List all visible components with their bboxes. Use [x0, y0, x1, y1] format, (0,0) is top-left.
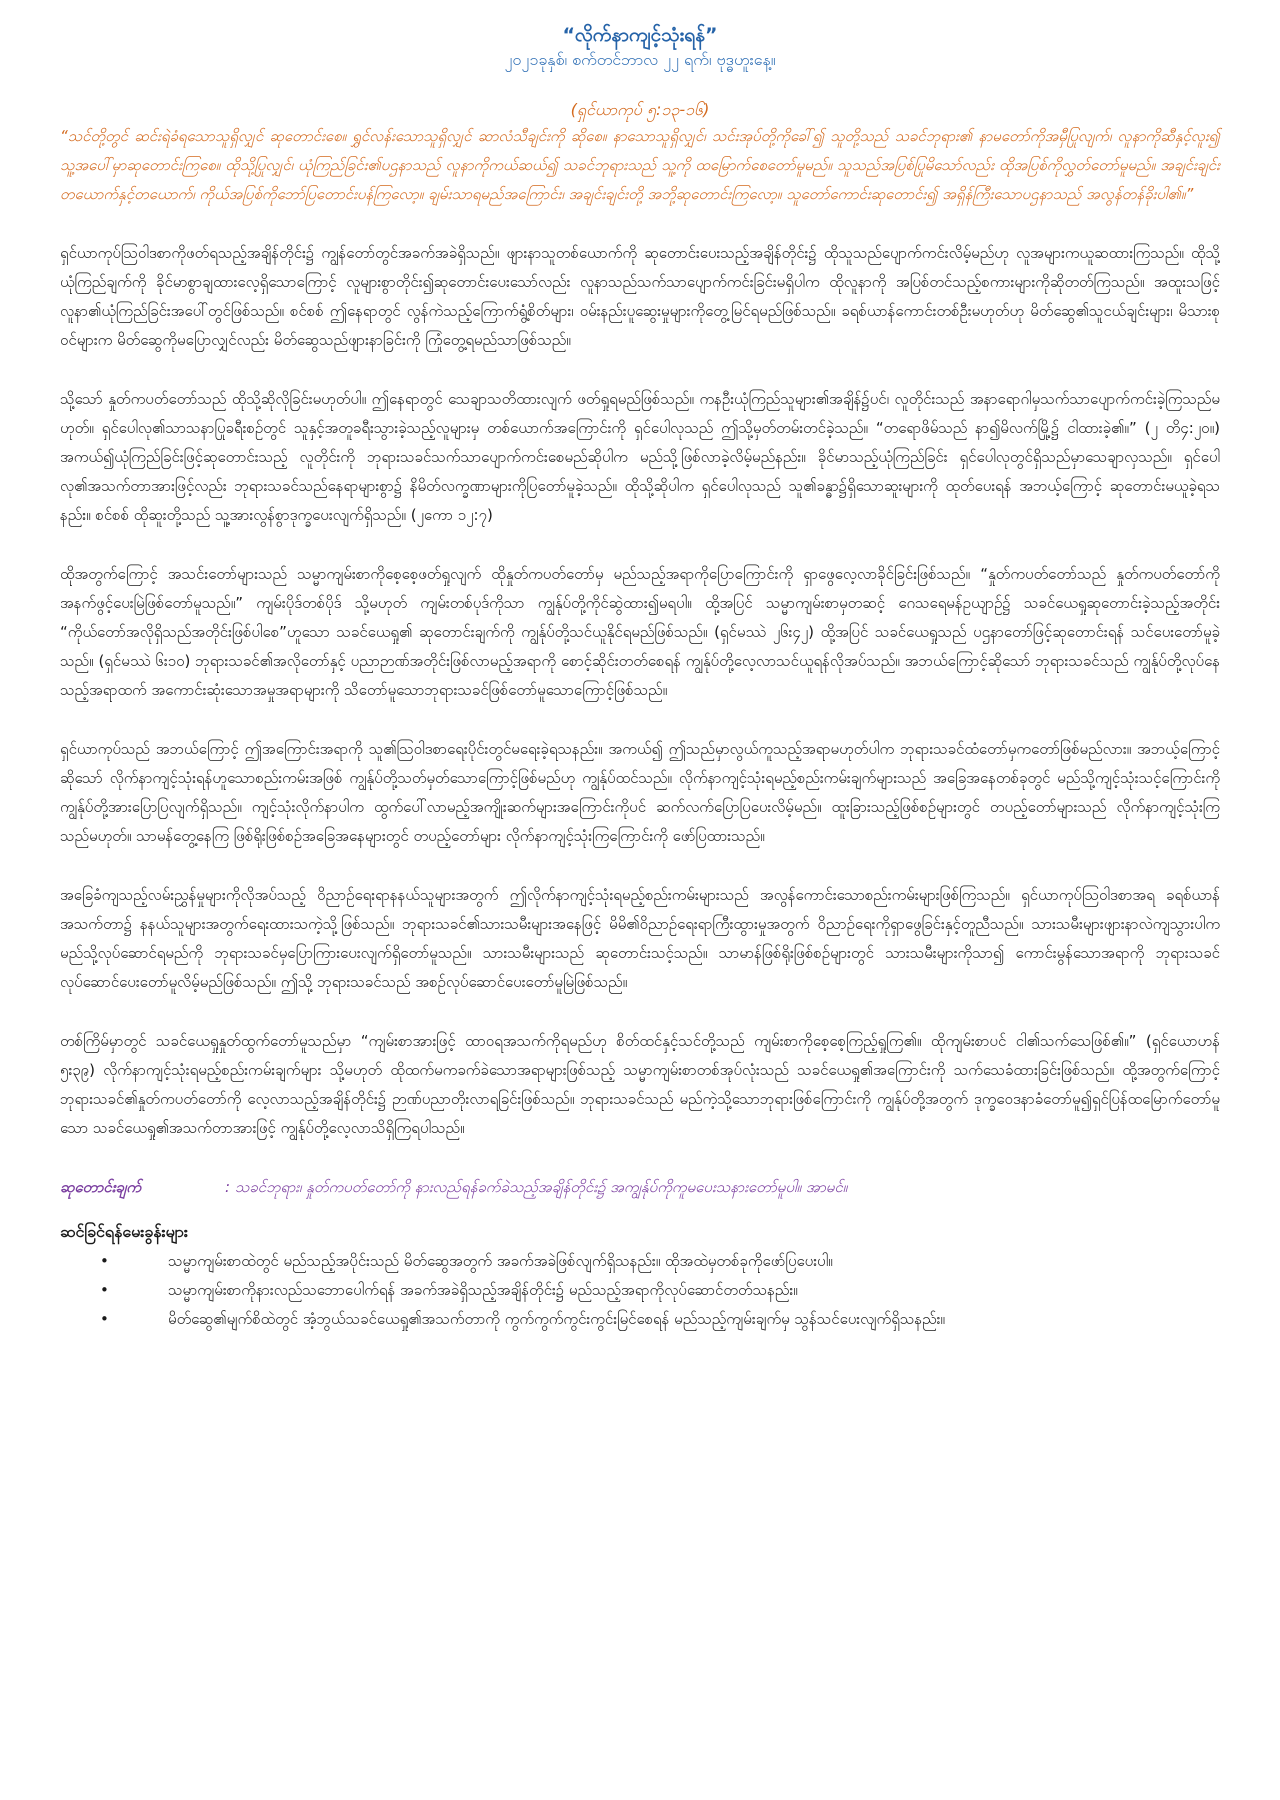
prayer-section [60, 1173, 1220, 1201]
bullet-icon: • [100, 1281, 109, 1299]
question-item [60, 1247, 1220, 1276]
body-paragraph-4: ရှင်ယာကုပ်သည် အဘယ်ကြောင့် ဤအကြောင်းအရာကို သူ၏သြဝါဒစာရေးပိုင်းတွင်မရေးခဲ့ရသနည်း။ အကယ်၍ ဤသည်မှာလွယ်ကူသည့်အရာမဟုတ်ပါက ဘုရားသခင်ထံတော်မှကတော်ဖြစ်မည်လား။ အဘယ့်ကြောင့်ဆိုသော် လိုက်နာကျင့်သုံးရန်ဟူသောစည်းကမ်းအဖြစ် ကျွန်ုပ်တို့သတ်မှတ်သောကြောင့်ဖြစ်မည်ဟု ကျွန်ုပ်ထင်သည်။ လိုက်နာကျင့်သုံးရမည့်စည်းကမ်းချက်များသည် အခြေအနေတစ်ခုတွင် မည်သို့ကျင့်သုံးသင့်ကြောင်းကို ကျွန်ုပ်တို့အားပြောပြလျက်ရှိသည်။ ကျင့်သုံးလိုက်နာပါက ထွက်ပေါ်လာမည့်အကျိုးဆက်များအကြောင်းကိုပင် ဆက်လက်ပြောပြပေးလိမ့်မည်။ ထူးခြားသည့်ဖြစ်စဉ်များတွင် တပည့်တော်များသည် လိုက်နာကျင့်သုံးကြသည်မဟုတ်။ သာမန်တွေ့နေကြ ဖြစ်ရိုးဖြစ်စဉ်အခြေအနေများတွင် တပည့်တော်များ လိုက်နာကျင့်သုံးကြကြောင်းကို ဖော်ပြထားသည်။ [60, 740, 1220, 845]
question-text: မိတ်ဆွေ၏မျက်စိထဲတွင် အံ့ဘွယ်သခင်ယေရှု၏အသက်တာကို ကွက်ကွက်ကွင်းကွင်းမြင်စေရန် မည်သည့်ကျမ်းချက်မှ သွန်သင်ပေးလျက်ရှိသနည်း။ [168, 1310, 945, 1328]
question-text: သမ္မာကျမ်းစာထဲတွင် မည်သည့်အပိုင်းသည် မိတ်ဆွေအတွက် အခက်အခဲဖြစ်လျက်ရှိသနည်း။ ထိုအထဲမှတစ်ခုကိုဖော်ပြပေးပါ။ [168, 1252, 833, 1270]
questions-heading: ဆင်ခြင်ရန်မေးခွန်းများ [60, 1222, 188, 1241]
body-paragraph-5: အခြေခံကျသည့်လမ်းညွှန်မှုများကိုလိုအပ်သည့် ဝိညာဉ်ရေးရာနနယ်သူများအတွက် ဤလိုက်နာကျင့်သုံးရမည့်စည်းကမ်းများသည် အလွန်ကောင်းသောစည်းကမ်းများဖြစ်ကြသည်။ ရှင်ယာကုပ်သြဝါဒစာအရ ခရစ်ယာန်အသက်တာ၌ နနယ်သူများအတွက်ရေးထားသကဲ့သို့ဖြစ်သည်။ ဘုရားသခင်၏သားသမီးများအနေဖြင့် မိမိ၏ဝိညာဉ်ရေးရာကြီးထွားမှုအတွက် ဝိညာဉ်ရေးကိုရှာဖွေခြင်းနှင့်တူညီသည်။ သားသမီးများဖျားနာလဲကျသွားပါက မည်သို့လုပ်ဆောင်ရမည်ကို ဘုရားသခင်မှပြောကြားပေးလျက်ရှိတော်မူသည်။ သားသမီးများသည် ဆုတောင်းသင့်သည်။ သာမာန်ဖြစ်ရိုးဖြစ်စဉ်များတွင် သားသမီးများကိုသာ၍ ကောင်းမွန်သောအရာကို ဘုရားသခင်လုပ်ဆောင်ပေးတော်မူလိမ့်မည်ဖြစ်သည်။ ဤသို့ ဘုရားသခင်သည် အစဉ်လုပ်ဆောင်ပေးတော်မူမြဲဖြစ်သည်။ [60, 886, 1220, 991]
page-title: “လိုက်နာကျင့်သုံးရန်” [562, 24, 718, 46]
body-paragraph-3: ထိုအတွက်ကြောင့် အသင်းတော်များသည် သမ္မာကျမ်းစာကိုစေ့စေ့ဖတ်ရှုလျက် ထိုနှုတ်ကပတ်တော်မှ မည်သည့်အရာကိုပြောကြောင်းကို ရှာဖွေလေ့လာခိုင်ခြင်းဖြစ်သည်။ “နှုတ်ကပတ်တော်သည် နှုတ်ကပတ်တော်ကို အနက်ဖွင့်ပေးမြဲဖြစ်တော်မူသည်။” ကျမ်းပိုဒ်တစ်ပိုဒ် သို့မဟုတ် ကျမ်းတစ်ပုဒ်ကိုသာ ကျွန်ုပ်တို့ကိုင်ဆွဲထား၍မရပါ။ ထို့အပြင် သမ္မာကျမ်းစာမှတဆင့် ဂေသရေမန်ဥယျာဉ်၌ သခင်ယေရှုဆုတောင်းခဲ့သည့်အတိုင်း “ကိုယ်တော်အလိုရှိသည်အတိုင်းဖြစ်ပါစေ”ဟူသော သခင်ယေရှု၏ ဆုတောင်းချက်ကို ကျွန်ုပ်တို့သင်ယူနိုင်ရမည်ဖြစ်သည်။ (ရှင်မဿဲ ၂၆း၄၂) ထို့အပြင် သခင်ယေရှုသည် ပဌနာတော်ဖြင့်ဆုတောင်းရန် သင်ပေးတော်မူခဲ့သည်။ (ရှင်မဿဲ ၆း၁၀) ဘုရားသခင်၏အလိုတော်နှင့် ပညာဉာဏ်အတိုင်းဖြစ်လာမည့်အရာကို စောင့်ဆိုင်းတတ်စေရန် ကျွန်ုပ်တို့လေ့လာသင်ယူရန်လိုအပ်သည်။ အဘယ်ကြောင့်ဆိုသော် ဘုရားသခင်သည် ကျွန်ုပ်တို့လုပ်နေသည့်အရာထက် အကောင်းဆုံးသောအမှုအရာများကို သိတော်မူသောဘုရားသခင်ဖြစ်တော်မူသောကြောင့်ဖြစ်သည်။ [60, 565, 1220, 699]
scripture-quote: “သင်တို့တွင် ဆင်းရဲခံရသောသူရှိလျှင် ဆုတောင်းစေ။ ရွှင်လန်းသောသူရှိလျှင် ဆာလံသီချင်းကို ဆိုစေ။ နာသောသူရှိလျှင်၊ သင်းအုပ်တို့ကိုခေါ်၍ သူတို့သည် သခင်ဘုရား၏ နာမတော်ကိုအမှီပြုလျက်၊ လူနာကိုဆီနှင့်လူး၍ သူ့အပေါ်မှာဆုတောင်းကြစေ။ ထိုသို့ပြုလျှင်၊ ယုံကြည်ခြင်း၏ပဌနာသည် လူနာကိုကယ်ဆယ်၍ သခင်ဘုရားသည် သူ့ကို ထမြောက်စေတော်မူမည်။ သူသည်အပြစ်ပြုမိသော်လည်း ထိုအပြစ်ကိုလွှတ်တော်မူမည်။ အချင်းချင်းတယောက်နှင့်တယောက်၊ ကိုယ်အပြစ်ကိုဘော်ပြတောင်းပန်ကြလော့။ ချမ်းသာရမည်အကြောင်း၊ အချင်းချင်းတို့ အဘို့ဆုတောင်းကြလော့။ သူတော်ကောင်းဆုတောင်း၍ အရှိန်ကြီးသောပဌနာသည် အလွန်တန်ခိုးပါ၏။” [60, 127, 1220, 203]
scripture-reference: (ရှင်ယာကုပ် ၅:၁၃-၁၆) [570, 100, 710, 119]
prayer-text: : သခင်ဘုရား၊ နှုတ်ကပတ်တော်ကို နားလည်ရန်ခက်ခဲသည့်အချိန်တိုင်း၌ အကျွန်ုပ်ကိုကူမပေးသနားတော်မူပါ။ အာမင်။ [225, 1178, 848, 1196]
question-item [60, 1305, 1220, 1334]
question-item [60, 1276, 1220, 1305]
question-text: သမ္မာကျမ်းစာကိုနားလည်သဘောပေါက်ရန် အခက်အခဲရှိသည့်အချိန်တိုင်း၌ မည်သည့်အရာကိုလုပ်ဆောင်တတ်သနည်း။ [168, 1281, 798, 1299]
questions-list [60, 1247, 1220, 1334]
body-paragraph-6: တစ်ကြိမ်မှာတွင် သခင်ယေရှုနှုတ်ထွက်တော်မူသည်မှာ “ကျမ်းစာအားဖြင့် ထာဝရအသက်ကိုရမည်ဟု စိတ်ထင်နှင့်သင်တို့သည် ကျမ်းစာကိုစေ့စေ့ကြည့်ရှုကြ၏။ ထိုကျမ်းစာပင် ငါ၏သက်သေဖြစ်၏။” (ရှင်ယောဟန် ၅း၃၉) လိုက်နာကျင့်သုံးရမည့်စည်းကမ်းချက်များ သို့မဟုတ် ထိုထက်မကခက်ခဲသောအရာများဖြစ်သည့် သမ္မာကျမ်းစာတစ်အုပ်လုံးသည် သခင်ယေရှု၏အကြောင်းကို သက်သေခံထားခြင်းဖြစ်သည်။ ထို့အတွက်ကြောင့် ဘုရားသခင်၏နှုတ်ကပတ်တော်ကို လေ့လာသည့်အချိန်တိုင်း၌ ဉာဏ်ပညာတိုးလာရခြင်းဖြစ်သည်။ ဘုရားသခင်သည် မည်ကဲ့သို့သောဘုရားဖြစ်ကြောင်းကို ကျွန်ုပ်တို့အတွက် ဒုက္ခဝေဒနာခံတော်မူ၍ရှင်ပြန်ထမြောက်တော်မူသော သခင်ယေရှု၏အသက်တာအားဖြင့် ကျွန်ုပ်တို့လေ့လာသိရှိကြရပါသည်။ [60, 1032, 1220, 1137]
body-paragraph-1: ရှင်ယာကုပ်သြဝါဒစာကိုဖတ်ရသည့်အချိန်တိုင်း၌ ကျွန်တော်တွင်အခက်အခဲရှိသည်။ ဖျားနာသူတစ်ယောက်ကို ဆုတောင်းပေးသည့်အချိန်တိုင်း၌ ထိုသူသည်ပျောက်ကင်းလိမ့်မည်ဟု လူအများကယူဆထားကြသည်။ ထိုသို့ယုံကြည်ချက်ကို ခိုင်မာစွာချထားလေ့ရှိသောကြောင့် လူများစွာတိုင်း၍ဆုတောင်းပေးသော်လည်း လူနာသည်သက်သာပျောက်ကင်းခြင်းမရှိပါက ထိုလူနာကို အပြစ်တင်သည့်စကားများကိုဆိုတတ်ကြသည်။ အထူးသဖြင့် လူနာ၏ယုံကြည်ခြင်းအပေါ်တွင်ဖြစ်သည်။ စင်စစ် ဤနေရာတွင် လွန်ကဲသည့်ကြောက်ရွံ့စိတ်များ၊ ဝမ်းနည်းပူဆွေးမှုများကိုတွေ့မြင်ရမည်ဖြစ်သည်။ ခရစ်ယာန်ကောင်းတစ်ဦးမဟုတ်ဟု မိတ်ဆွေ၏သူငယ်ချင်းများ၊ မိသားစုဝင်များက မိတ်ဆွေကိုမပြောလျှင်လည်း မိတ်ဆွေသည်ဖျားနာခြင်းကို ကြုံတွေ့ရမည်သာဖြစ်သည်။ [60, 244, 1220, 349]
bullet-icon: • [100, 1252, 109, 1270]
bullet-icon: • [100, 1310, 109, 1328]
body-paragraph-2: သို့သော် နှုတ်ကပတ်တော်သည် ထိုသို့ဆိုလိုခြင်းမဟုတ်ပါ။ ဤနေရာတွင် သေချာသတိထားလျက် ဖတ်ရှုရမည်ဖြစ်သည်။ ကနဦးယုံကြည်သူများ၏အချိန်၌ပင်၊ လူတိုင်းသည် အနာရောဂါမှသက်သာပျောက်ကင်းခဲ့ကြသည်မဟုတ်။ ရှင်ပေါလု၏သာသနာပြုခရီးစဉ်တွင် သူနှင့်အတူခရီးသွားခဲ့သည့်လူများမှ တစ်ယောက်အကြောင်းကို ရှင်ပေါလုသည် ဤသို့မှတ်တမ်းတင်ခဲ့သည်။ “တရောဖိမ်သည် နာ၍မိလက်မြို့၌ ငါထားခဲ့၏။” (၂ တိ၄:၂၀။) အကယ်၍ယုံကြည်ခြင်းဖြင့်ဆုတောင်းသည့် လူတိုင်းကို ဘုရားသခင်သက်သာပျောက်ကင်းစေမည်ဆိုပါက မည်သို့ဖြစ်လာခဲ့လိမ့်မည်နည်း။ ခိုင်မာသည့်ယုံကြည်ခြင်း ရှင်ပေါလုတွင်ရှိသည်မှာသေချာလှသည်။ ရှင်ပေါလု၏အသက်တာအားဖြင့်လည်း ဘုရားသခင်သည်နေရာများစွာ၌ နိမိတ်လက္ခဏာများကိုပြတော်မူခဲ့သည်။ ထိုသို့ဆိုပါက ရှင်ပေါလုသည် သူ၏ခန္ဓာ၌ရှိသောဆူးများကို ထုတ်ပေးရန် အဘယ့်ကြောင့် ဆုတောင်းမယူခဲ့ရသနည်း။ စင်စစ် ထိုဆူးတို့သည် သူ့အားလွန်စွာဒုက္ခပေးလျက်ရှိသည်။ (၂ကော ၁၂:၇) [60, 390, 1220, 524]
prayer-label: ဆုတောင်းချက် [60, 1178, 142, 1196]
page-date: ၂၀၂၁ခုနှစ်၊ စက်တင်ဘာလ ၂၂ ရက်၊ ဗုဒ္ဓဟူးနေ့။ [504, 50, 776, 69]
